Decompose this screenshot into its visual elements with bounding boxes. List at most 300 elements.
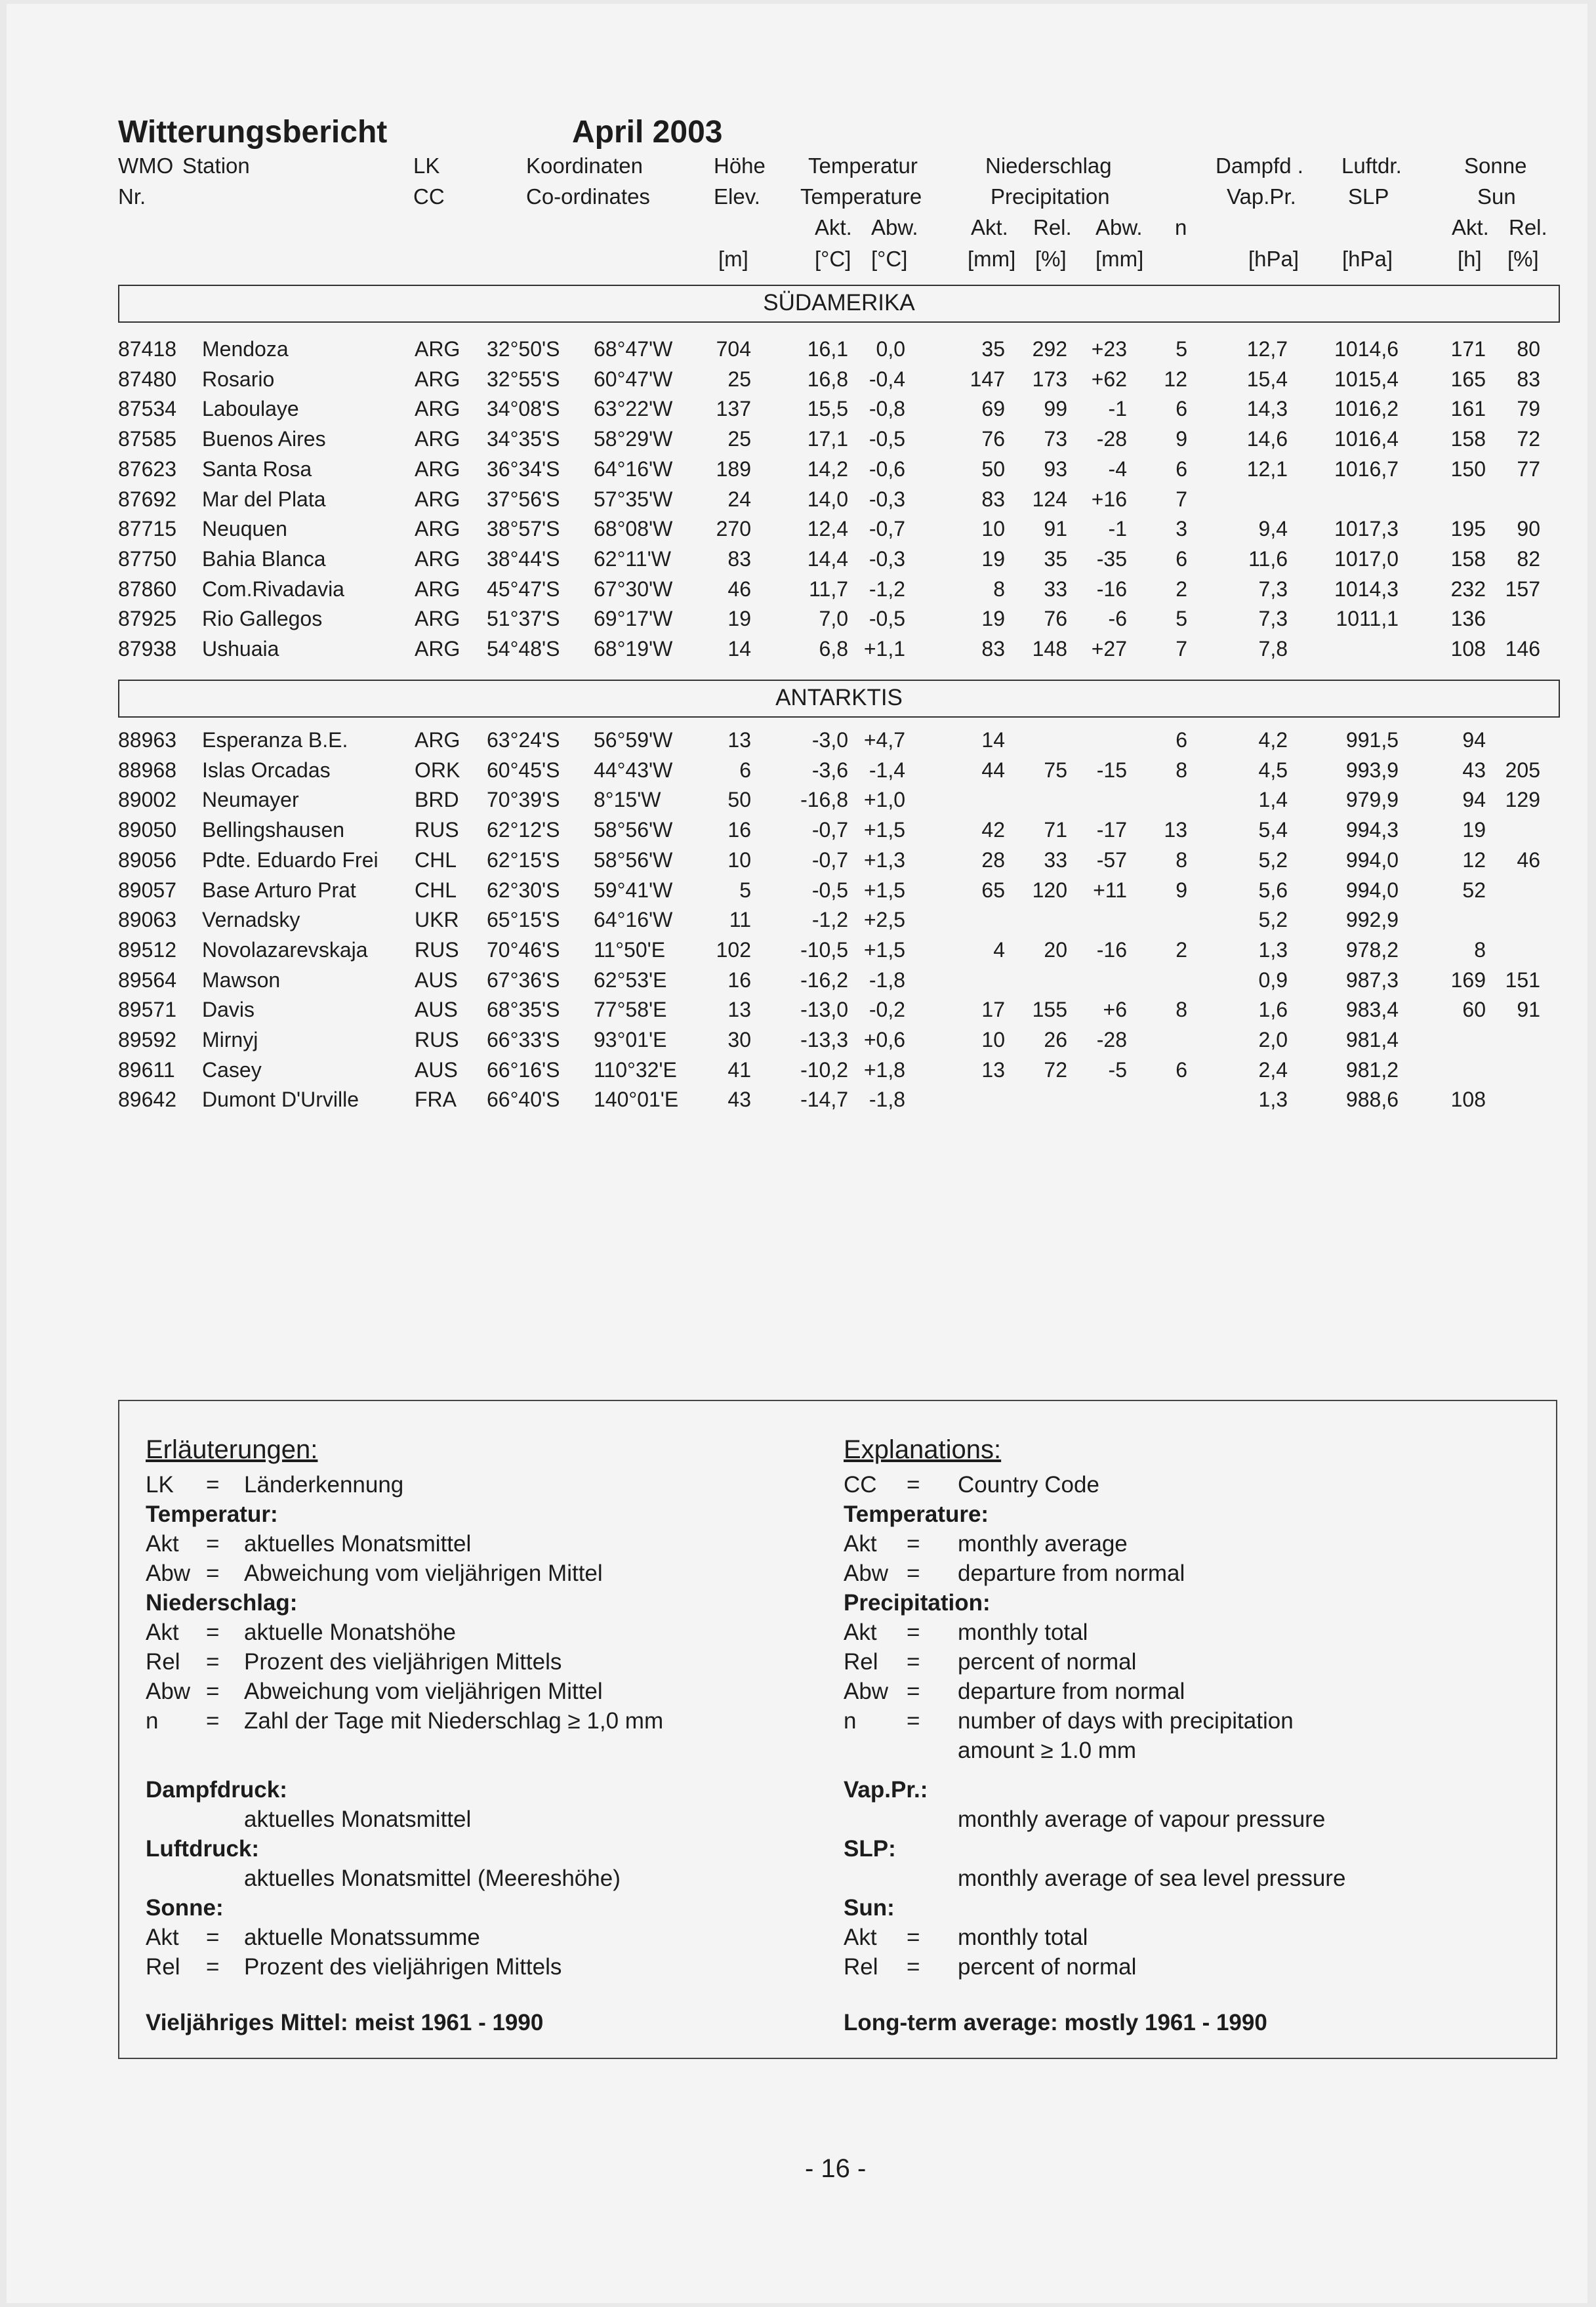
legend-heading: Temperatur: xyxy=(146,1501,278,1527)
cell-sun-akt: 8 xyxy=(1474,937,1486,962)
cell-elev: 10 xyxy=(727,847,751,872)
cell-lat: 70°46'S xyxy=(487,937,560,962)
legend-key: Abw xyxy=(844,1679,889,1704)
table-row xyxy=(7,397,1587,427)
document-page xyxy=(7,4,1587,2303)
header-prec-rel: Rel. xyxy=(1033,215,1072,239)
legend-eq: = xyxy=(206,1708,220,1734)
cell-prec-akt: 28 xyxy=(981,847,1005,872)
report-date: April 2003 xyxy=(572,115,723,150)
cell-lon: 59°41'W xyxy=(594,878,673,902)
cell-prec-n: 6 xyxy=(1176,1057,1187,1082)
cell-temp-abw: -0,2 xyxy=(869,998,905,1022)
cell-prec-rel: 35 xyxy=(1044,546,1067,571)
legend-key: Abw xyxy=(844,1561,889,1586)
cell-lk: ARG xyxy=(415,427,460,451)
cell-slp: 1014,3 xyxy=(1334,577,1399,601)
legend-value: Prozent des vieljährigen Mittels xyxy=(244,1649,562,1675)
cell-station: Mar del Plata xyxy=(202,487,326,511)
cell-lat: 67°36'S xyxy=(487,968,560,992)
cell-prec-n: 13 xyxy=(1164,818,1187,842)
cell-slp: 1016,4 xyxy=(1334,427,1399,451)
header-prec-n: n xyxy=(1175,215,1187,239)
cell-lon: 57°35'W xyxy=(594,487,673,511)
cell-station: Buenos Aires xyxy=(202,427,326,451)
cell-prec-akt: 65 xyxy=(981,878,1005,902)
legend-value: Länderkennung xyxy=(244,1472,404,1498)
legend-value: percent of normal xyxy=(958,1954,1137,1980)
cell-lon: 68°19'W xyxy=(594,637,673,661)
cell-lon: 58°56'W xyxy=(594,818,673,842)
legend-value: monthly total xyxy=(958,1620,1088,1645)
cell-elev: 704 xyxy=(716,337,751,361)
cell-sun-akt: 161 xyxy=(1450,397,1486,421)
cell-sun-rel: 129 xyxy=(1505,788,1540,812)
cell-sun-akt: 232 xyxy=(1450,577,1486,601)
cell-sun-akt: 108 xyxy=(1450,1088,1486,1112)
cell-temp-akt: -10,2 xyxy=(800,1057,848,1082)
cell-sun-rel: 91 xyxy=(1517,998,1540,1022)
table-row xyxy=(7,637,1587,667)
cell-sun-rel: 46 xyxy=(1517,847,1540,872)
cell-temp-abw: 0,0 xyxy=(876,337,905,361)
legend-key: Akt xyxy=(146,1620,179,1645)
cell-vap: 15,4 xyxy=(1246,367,1288,391)
cell-lat: 45°47'S xyxy=(487,577,560,601)
cell-elev: 137 xyxy=(716,397,751,421)
cell-temp-abw: +0,6 xyxy=(863,1028,905,1051)
cell-lat: 62°15'S xyxy=(487,847,560,872)
cell-slp: 987,3 xyxy=(1345,968,1399,992)
cell-vap: 1,6 xyxy=(1258,998,1288,1022)
header-niederschlag: Niederschlag xyxy=(985,153,1112,178)
cell-prec-akt: 42 xyxy=(981,818,1005,842)
table-row xyxy=(7,818,1587,848)
cell-station: Com.Rivadavia xyxy=(202,577,344,601)
cell-elev: 30 xyxy=(727,1028,751,1051)
cell-prec-rel: 71 xyxy=(1044,818,1067,842)
cell-temp-akt: -0,5 xyxy=(811,878,848,902)
report-title: Witterungsbericht xyxy=(118,115,388,150)
legend-heading: Vap.Pr.: xyxy=(844,1777,928,1803)
cell-slp: 981,2 xyxy=(1345,1057,1399,1082)
cell-prec-rel: 26 xyxy=(1044,1028,1067,1051)
cell-prec-akt: 83 xyxy=(981,637,1005,661)
header-sun-rel: Rel. xyxy=(1509,215,1547,239)
section-header-antarktis xyxy=(118,680,1560,718)
cell-prec-abw: -1 xyxy=(1108,397,1127,421)
header-sonne: Sonne xyxy=(1464,153,1527,178)
cell-vap: 12,1 xyxy=(1246,457,1288,481)
cell-wmo: 87418 xyxy=(118,337,176,361)
cell-lk: AUS xyxy=(415,968,458,992)
cell-elev: 25 xyxy=(727,427,751,451)
cell-lon: 110°32'E xyxy=(594,1057,677,1082)
cell-sun-akt: 94 xyxy=(1462,728,1486,752)
cell-slp: 1016,7 xyxy=(1334,457,1399,481)
cell-prec-akt: 50 xyxy=(981,457,1005,481)
cell-station: Neuquen xyxy=(202,517,287,541)
table-row xyxy=(7,1028,1587,1058)
cell-prec-n: 5 xyxy=(1176,607,1187,631)
cell-station: Mendoza xyxy=(202,337,289,361)
cell-slp: 1016,2 xyxy=(1334,397,1399,421)
cell-prec-abw: +27 xyxy=(1091,637,1127,661)
cell-slp: 983,4 xyxy=(1345,998,1399,1022)
cell-lat: 37°56'S xyxy=(487,487,560,511)
cell-lk: ARG xyxy=(415,487,460,511)
cell-vap: 5,2 xyxy=(1258,847,1288,872)
header-temp-akt: Akt. xyxy=(815,215,852,239)
cell-sun-akt: 12 xyxy=(1462,847,1486,872)
cell-prec-akt: 8 xyxy=(993,577,1005,601)
cell-temp-akt: -3,0 xyxy=(811,728,848,752)
cell-prec-abw: -16 xyxy=(1096,937,1127,962)
cell-temp-akt: -13,3 xyxy=(800,1028,848,1051)
cell-temp-akt: -1,2 xyxy=(811,908,848,932)
cell-vap: 14,6 xyxy=(1246,427,1288,451)
header-wmo: WMO xyxy=(118,153,174,178)
cell-lk: RUS xyxy=(415,818,459,842)
legend-eq: = xyxy=(907,1954,920,1980)
cell-prec-akt: 4 xyxy=(993,937,1005,962)
cell-lat: 66°16'S xyxy=(487,1057,560,1082)
cell-prec-akt: 69 xyxy=(981,397,1005,421)
cell-slp: 979,9 xyxy=(1345,788,1399,812)
legend-eq: = xyxy=(907,1561,920,1586)
header-nr: Nr. xyxy=(118,184,146,209)
legend-heading: Dampfdruck: xyxy=(146,1777,287,1803)
cell-elev: 24 xyxy=(727,487,751,511)
cell-elev: 189 xyxy=(716,457,751,481)
header-sun-unit-rel: [%] xyxy=(1507,247,1539,271)
cell-wmo: 87585 xyxy=(118,427,176,451)
cell-sun-akt: 108 xyxy=(1450,637,1486,661)
cell-elev: 16 xyxy=(727,968,751,992)
cell-wmo: 89611 xyxy=(118,1057,175,1082)
header-temperatur: Temperatur xyxy=(808,153,918,178)
cell-lk: ARG xyxy=(415,367,460,391)
cell-lon: 93°01'E xyxy=(594,1028,667,1051)
cell-prec-abw: -28 xyxy=(1096,1028,1127,1051)
cell-lon: 62°11'W xyxy=(594,546,671,571)
legend-eq: = xyxy=(206,1679,220,1704)
cell-sun-rel: 72 xyxy=(1517,427,1540,451)
cell-elev: 19 xyxy=(727,607,751,631)
cell-lk: ARG xyxy=(415,457,460,481)
legend-key: LK xyxy=(146,1472,174,1498)
cell-station: Novolazarevskaja xyxy=(202,937,368,962)
cell-elev: 13 xyxy=(727,998,751,1022)
cell-prec-abw: -16 xyxy=(1096,577,1127,601)
cell-prec-abw: +6 xyxy=(1103,998,1127,1022)
cell-lat: 34°35'S xyxy=(487,427,560,451)
cell-temp-akt: 14,4 xyxy=(807,546,848,571)
cell-sun-rel: 151 xyxy=(1505,968,1540,992)
legend-title-en: Explanations: xyxy=(844,1435,1002,1464)
cell-station: Neumayer xyxy=(202,788,299,812)
cell-temp-abw: -0,5 xyxy=(869,427,905,451)
cell-elev: 102 xyxy=(716,937,751,962)
cell-elev: 13 xyxy=(727,728,751,752)
table-row xyxy=(7,788,1587,818)
cell-wmo: 89571 xyxy=(118,998,176,1022)
cell-temp-akt: -16,2 xyxy=(800,968,848,992)
cell-lat: 68°35'S xyxy=(487,998,560,1022)
legend-eq: = xyxy=(206,1531,220,1557)
header-unit-m: [m] xyxy=(718,247,748,271)
cell-prec-n: 6 xyxy=(1176,397,1187,421)
cell-wmo: 89057 xyxy=(118,878,176,902)
header-vap-pr: Vap.Pr. xyxy=(1227,184,1296,209)
cell-prec-n: 8 xyxy=(1176,758,1187,782)
cell-elev: 14 xyxy=(727,637,751,661)
cell-prec-n: 6 xyxy=(1176,546,1187,571)
cell-lat: 62°12'S xyxy=(487,818,560,842)
cell-prec-akt: 14 xyxy=(981,728,1005,752)
cell-temp-abw: -1,8 xyxy=(869,1088,905,1112)
cell-sun-akt: 60 xyxy=(1462,998,1486,1022)
legend-value: Zahl der Tage mit Niederschlag ≥ 1,0 mm xyxy=(244,1708,664,1734)
legend-eq: = xyxy=(907,1620,920,1645)
cell-slp: 1015,4 xyxy=(1334,367,1399,391)
cell-prec-n: 6 xyxy=(1176,457,1187,481)
cell-station: Santa Rosa xyxy=(202,457,312,481)
cell-sun-rel: 83 xyxy=(1517,367,1540,391)
cell-slp: 1014,6 xyxy=(1334,337,1399,361)
cell-temp-akt: -16,8 xyxy=(800,788,848,812)
cell-vap: 5,4 xyxy=(1258,818,1288,842)
cell-prec-n: 6 xyxy=(1176,728,1187,752)
header-sun-akt: Akt. xyxy=(1452,215,1489,239)
cell-prec-rel: 173 xyxy=(1032,367,1067,391)
cell-slp: 994,0 xyxy=(1345,847,1399,872)
cell-elev: 6 xyxy=(739,758,751,782)
cell-prec-rel: 91 xyxy=(1044,517,1067,541)
cell-station: Base Arturo Prat xyxy=(202,878,356,902)
legend-value: monthly total xyxy=(958,1925,1088,1950)
cell-lk: ARG xyxy=(415,337,460,361)
cell-lk: BRD xyxy=(415,788,459,812)
cell-prec-akt: 10 xyxy=(981,1028,1005,1051)
table-row xyxy=(7,968,1587,998)
cell-lk: ARG xyxy=(415,517,460,541)
cell-sun-rel: 90 xyxy=(1517,517,1540,541)
cell-vap: 4,2 xyxy=(1258,728,1288,752)
section-header-suedamerika xyxy=(118,285,1560,323)
cell-lk: AUS xyxy=(415,998,458,1022)
cell-lat: 63°24'S xyxy=(487,728,560,752)
legend-key: Akt xyxy=(844,1925,877,1950)
cell-slp: 992,9 xyxy=(1345,908,1399,932)
cell-prec-abw: -5 xyxy=(1108,1057,1127,1082)
cell-slp: 978,2 xyxy=(1345,937,1399,962)
legend-value: aktuelle Monatshöhe xyxy=(244,1620,456,1645)
cell-prec-abw: -1 xyxy=(1108,517,1127,541)
legend-value: aktuelles Monatsmittel (Meereshöhe) xyxy=(244,1866,621,1891)
legend-eq: = xyxy=(907,1679,920,1704)
cell-prec-rel: 76 xyxy=(1044,607,1067,631)
cell-prec-n: 9 xyxy=(1176,878,1187,902)
cell-prec-abw: -35 xyxy=(1096,546,1127,571)
legend-value: aktuelles Monatsmittel xyxy=(244,1531,472,1557)
cell-prec-akt: 10 xyxy=(981,517,1005,541)
cell-temp-abw: +1,1 xyxy=(863,637,905,661)
header-cc: CC xyxy=(413,184,445,209)
cell-prec-abw: -6 xyxy=(1108,607,1127,631)
cell-temp-abw: -1,2 xyxy=(869,577,905,601)
cell-prec-n: 5 xyxy=(1176,337,1187,361)
cell-prec-rel: 155 xyxy=(1032,998,1067,1022)
cell-wmo: 87925 xyxy=(118,607,176,631)
header-koordinaten: Koordinaten xyxy=(526,153,643,178)
cell-lat: 32°50'S xyxy=(487,337,560,361)
cell-station: Casey xyxy=(202,1057,262,1082)
legend-key: Rel xyxy=(844,1649,878,1675)
cell-prec-rel: 20 xyxy=(1044,937,1067,962)
cell-wmo: 89564 xyxy=(118,968,176,992)
cell-temp-akt: -10,5 xyxy=(800,937,848,962)
cell-elev: 25 xyxy=(727,367,751,391)
cell-wmo: 89512 xyxy=(118,937,176,962)
cell-prec-akt: 76 xyxy=(981,427,1005,451)
legend-value: monthly average of sea level pressure xyxy=(958,1866,1346,1891)
cell-temp-akt: -0,7 xyxy=(811,847,848,872)
cell-lat: 54°48'S xyxy=(487,637,560,661)
cell-lk: FRA xyxy=(415,1088,457,1112)
legend-value: monthly average of vapour pressure xyxy=(958,1807,1326,1832)
cell-sun-akt: 195 xyxy=(1450,517,1486,541)
cell-wmo: 87534 xyxy=(118,397,176,421)
cell-sun-akt: 169 xyxy=(1450,968,1486,992)
cell-prec-n: 2 xyxy=(1176,937,1187,962)
cell-temp-akt: 16,8 xyxy=(807,367,848,391)
page-number: - 16 - xyxy=(805,2154,867,2183)
cell-prec-abw: -4 xyxy=(1108,457,1127,481)
cell-slp: 1017,0 xyxy=(1334,546,1399,571)
cell-vap: 0,9 xyxy=(1258,968,1288,992)
header-coordinates: Co-ordinates xyxy=(526,184,650,209)
cell-wmo: 89642 xyxy=(118,1088,176,1112)
legend-eq: = xyxy=(907,1708,920,1734)
legend-value: aktuelle Monatssumme xyxy=(244,1925,480,1950)
cell-temp-akt: 14,0 xyxy=(807,487,848,511)
cell-prec-abw: +11 xyxy=(1093,878,1127,902)
cell-prec-akt: 19 xyxy=(981,546,1005,571)
cell-wmo: 89050 xyxy=(118,818,176,842)
header-sun: Sun xyxy=(1477,184,1516,209)
table-row xyxy=(7,848,1587,878)
cell-sun-akt: 52 xyxy=(1462,878,1486,902)
cell-sun-akt: 43 xyxy=(1462,758,1486,782)
table-row xyxy=(7,547,1587,577)
cell-lk: ARG xyxy=(415,607,460,631)
cell-lon: 68°47'W xyxy=(594,337,673,361)
cell-temp-abw: +1,3 xyxy=(863,847,905,872)
cell-lon: 69°17'W xyxy=(594,607,673,631)
cell-lon: 11°50'E xyxy=(594,937,666,962)
cell-temp-akt: 16,1 xyxy=(807,337,848,361)
cell-wmo: 87715 xyxy=(118,517,176,541)
legend-heading: SLP: xyxy=(844,1836,896,1862)
cell-elev: 16 xyxy=(727,818,751,842)
explanations-box xyxy=(118,1400,1557,2059)
legend-heading: Sonne: xyxy=(146,1895,224,1921)
legend-key: Abw xyxy=(146,1679,191,1704)
legend-heading: Temperature: xyxy=(844,1501,989,1527)
cell-station: Davis xyxy=(202,998,255,1022)
cell-temp-abw: +1,5 xyxy=(863,818,905,842)
cell-prec-rel: 148 xyxy=(1032,637,1067,661)
cell-lat: 36°34'S xyxy=(487,457,560,481)
cell-elev: 270 xyxy=(716,517,751,541)
cell-wmo: 89063 xyxy=(118,908,176,932)
cell-prec-abw: -57 xyxy=(1096,847,1127,872)
cell-vap: 9,4 xyxy=(1258,517,1288,541)
table-row xyxy=(7,517,1587,547)
legend-heading: Sun: xyxy=(844,1895,895,1921)
header-sun-unit-akt: [h] xyxy=(1458,247,1482,271)
header-prec-abw: Abw. xyxy=(1095,215,1143,239)
cell-elev: 43 xyxy=(727,1088,751,1112)
cell-vap: 11,6 xyxy=(1248,546,1288,571)
cell-slp: 1017,3 xyxy=(1334,517,1399,541)
cell-elev: 41 xyxy=(727,1057,751,1082)
table-row xyxy=(7,487,1587,518)
cell-temp-abw: +4,7 xyxy=(863,728,905,752)
cell-sun-akt: 94 xyxy=(1462,788,1486,812)
cell-prec-rel: 99 xyxy=(1044,397,1067,421)
cell-wmo: 88968 xyxy=(118,758,176,782)
cell-vap: 7,3 xyxy=(1258,607,1288,631)
cell-slp: 988,6 xyxy=(1345,1088,1399,1112)
cell-lat: 70°39'S xyxy=(487,788,560,812)
legend-heading: Luftdruck: xyxy=(146,1836,260,1862)
header-temp-abw: Abw. xyxy=(871,215,918,239)
cell-prec-n: 2 xyxy=(1176,577,1187,601)
cell-slp: 994,0 xyxy=(1345,878,1399,902)
cell-lon: 68°08'W xyxy=(594,517,673,541)
cell-lon: 64°16'W xyxy=(594,908,673,932)
cell-station: Mirnyj xyxy=(202,1028,258,1051)
legend-value: departure from normal xyxy=(958,1561,1185,1586)
cell-prec-akt: 19 xyxy=(981,607,1005,631)
cell-temp-abw: -1,4 xyxy=(869,758,905,782)
cell-lk: ARG xyxy=(415,546,460,571)
header-temp-unit-akt: [°C] xyxy=(815,247,851,271)
cell-lon: 62°53'E xyxy=(594,968,667,992)
cell-wmo: 87623 xyxy=(118,457,176,481)
header-temperature: Temperature xyxy=(800,184,922,209)
cell-temp-abw: -0,4 xyxy=(869,367,905,391)
cell-vap: 1,3 xyxy=(1258,937,1288,962)
cell-prec-rel: 292 xyxy=(1032,337,1067,361)
cell-temp-abw: -0,7 xyxy=(869,517,905,541)
cell-temp-abw: +1,0 xyxy=(863,788,905,812)
cell-prec-abw: -17 xyxy=(1096,818,1127,842)
header-prec-akt: Akt. xyxy=(971,215,1008,239)
cell-lon: 56°59'W xyxy=(594,728,673,752)
legend-key: Rel xyxy=(146,1954,180,1980)
section-title: ANTARKTIS xyxy=(775,685,903,710)
legend-key: Akt xyxy=(146,1531,179,1557)
cell-temp-abw: -1,8 xyxy=(869,968,905,992)
cell-temp-akt: 7,0 xyxy=(819,607,848,631)
cell-elev: 11 xyxy=(729,908,751,932)
cell-sun-akt: 158 xyxy=(1450,427,1486,451)
cell-prec-rel: 33 xyxy=(1044,847,1067,872)
cell-prec-rel: 120 xyxy=(1032,878,1067,902)
